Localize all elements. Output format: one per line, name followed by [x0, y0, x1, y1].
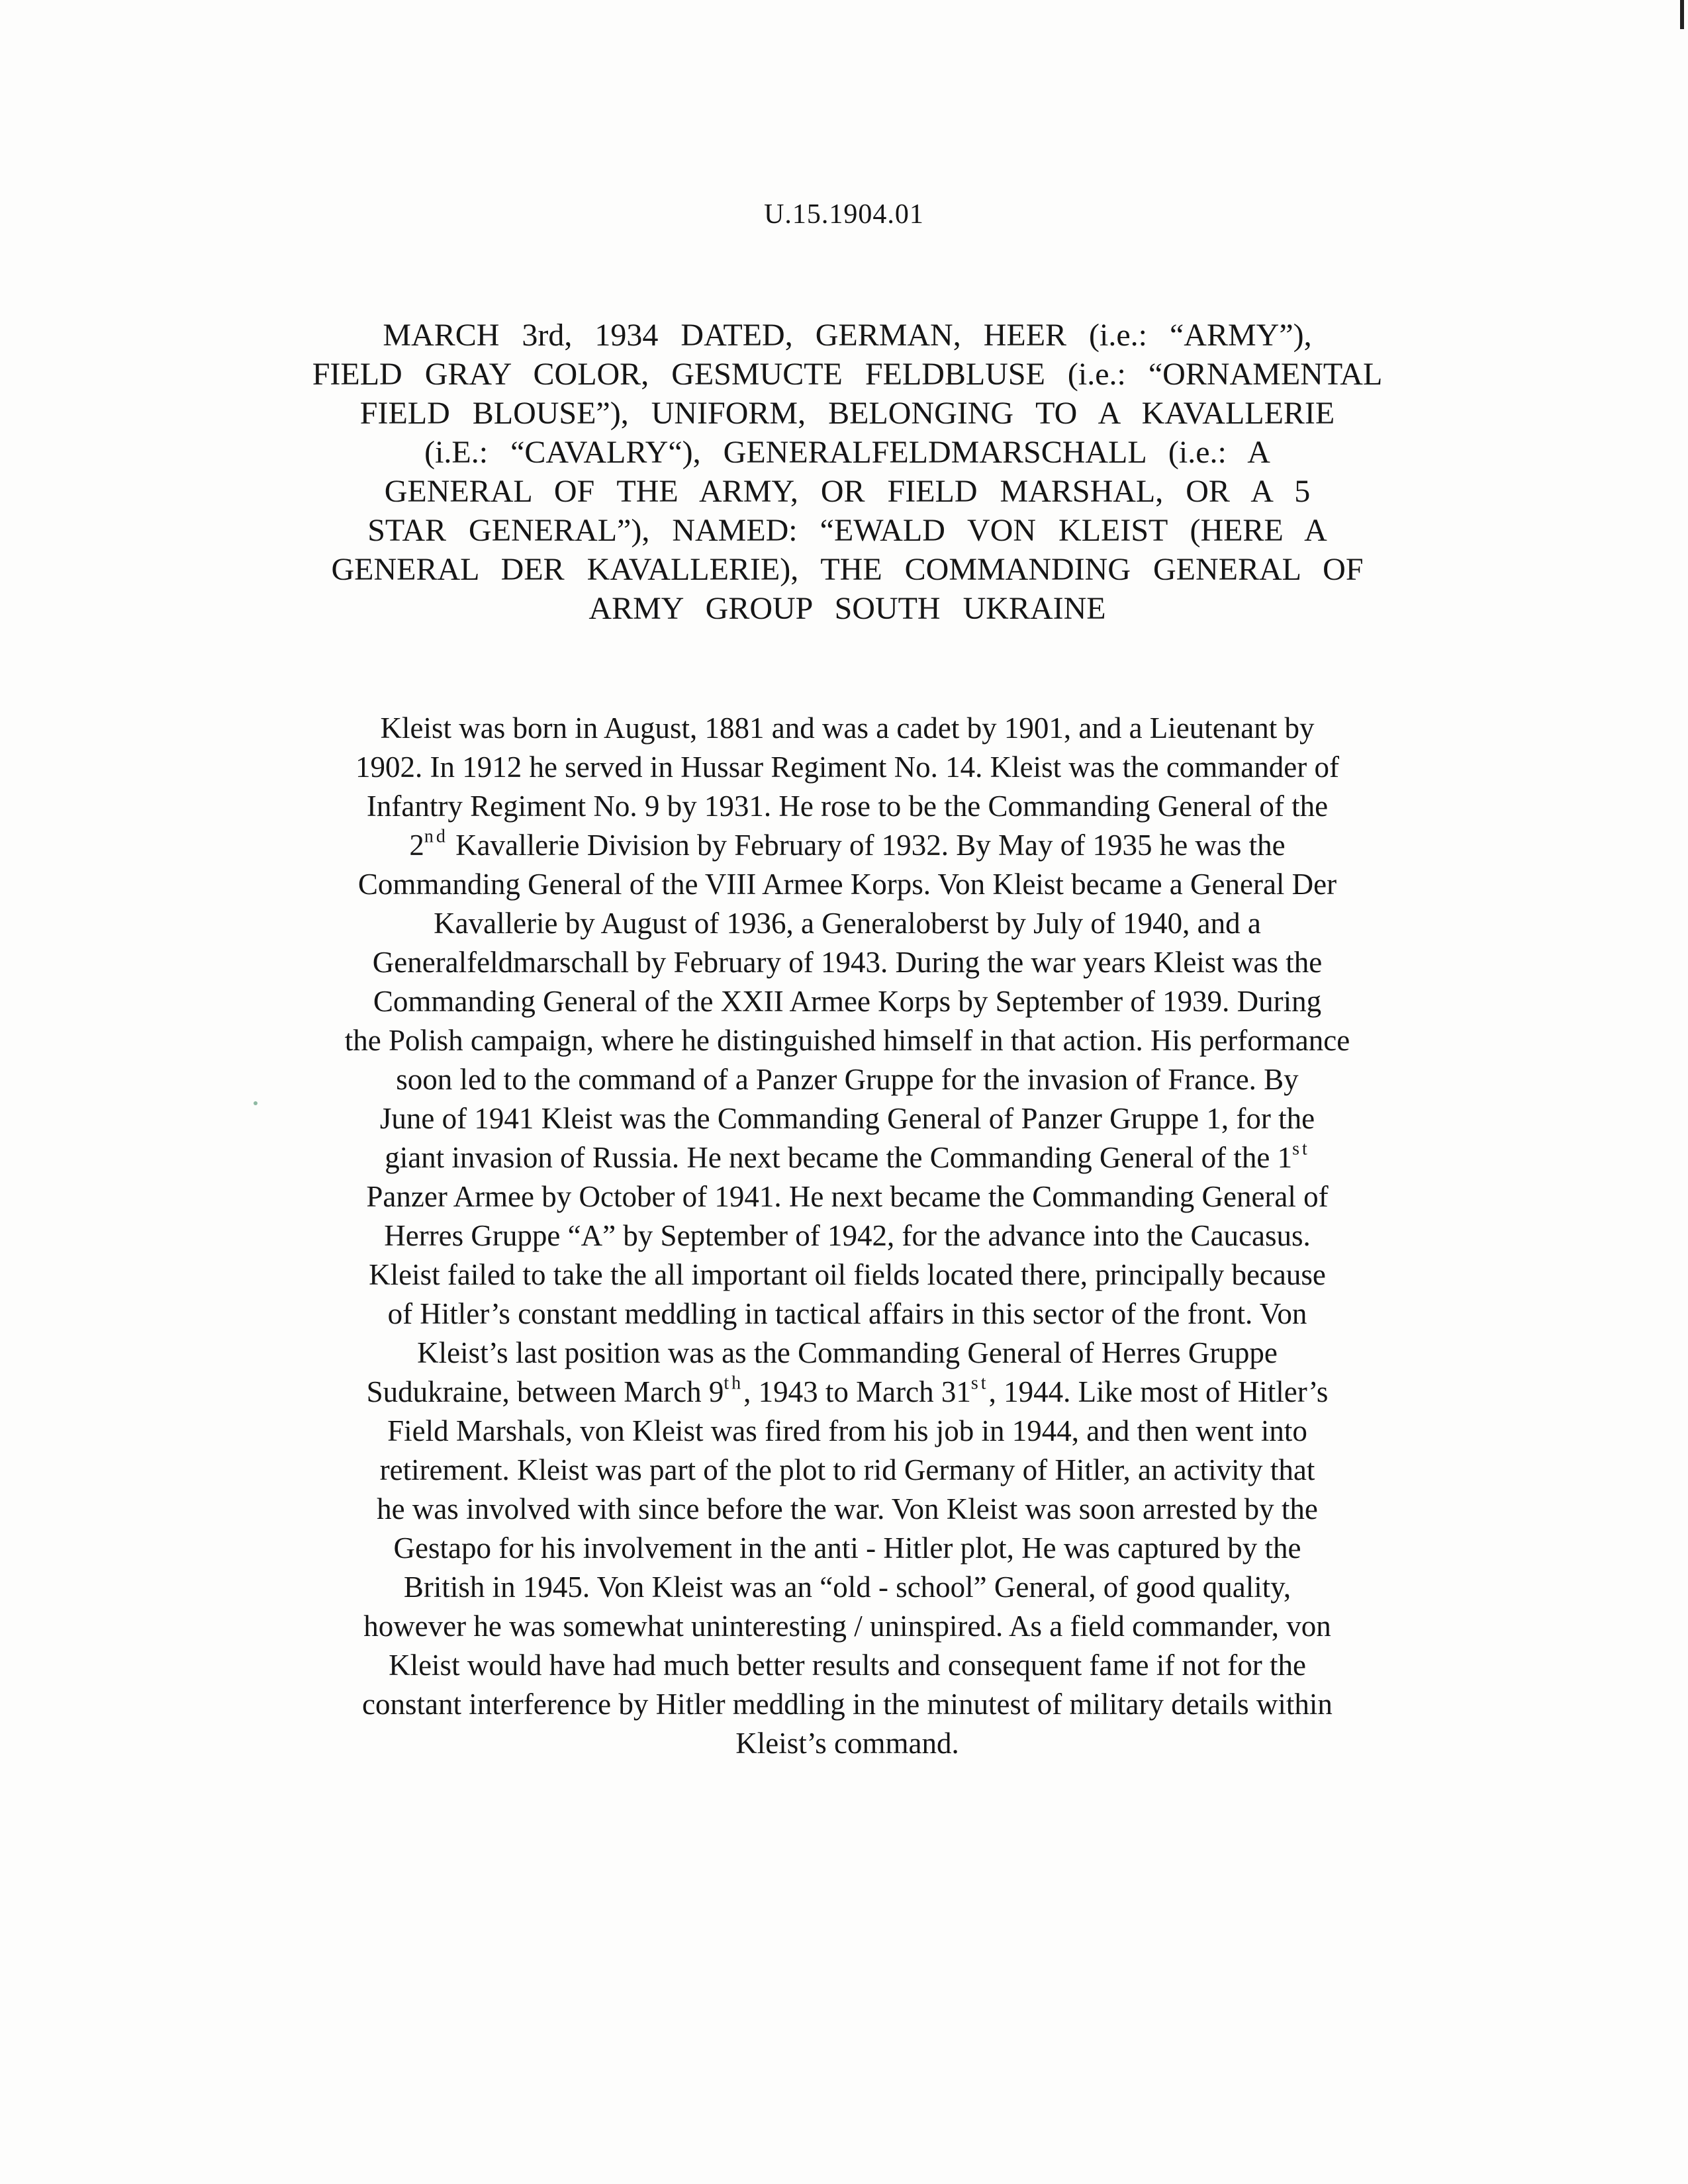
- scan-edge-mark: [1680, 0, 1684, 29]
- title-line: ARMY GROUP SOUTH UKRAINE: [588, 591, 1106, 626]
- body-line: soon led to the command of a Panzer Gruppe for the invasion of France. By: [396, 1063, 1299, 1096]
- document-title: [255, 316, 1440, 628]
- body-line: [238, 826, 1456, 865]
- body-line: he was involved with since before the war. Von Kleist was soon arrested by the: [377, 1492, 1318, 1525]
- body-line: Commanding General of the XXII Armee Korps by September of 1939. During: [373, 985, 1322, 1018]
- body-line: Kleist’s last position was as the Commanding General of Herres Gruppe: [417, 1336, 1278, 1369]
- body-line: Infantry Regiment No. 9 by 1931. He rose to be the Commanding General of the: [366, 790, 1329, 823]
- title-line: STAR GENERAL”), NAMED: “EWALD VON KLEIST (HERE A: [367, 513, 1327, 548]
- body-text: , 1944. Like most of Hitler’s: [988, 1375, 1329, 1408]
- body-line: British in 1945. Von Kleist was an “old - school” General, of good quality,: [403, 1570, 1291, 1604]
- body-line: Commanding General of the VIII Armee Korps. Von Kleist became a General Der: [357, 868, 1337, 901]
- body-line: Kleist would have had much better results and consequent fame if not for the: [389, 1649, 1306, 1682]
- title-line: (i.E.: “CAVALRY“), GENERALFELDMARSCHALL (i.e.: A: [424, 435, 1270, 470]
- body-line: Gestapo for his involvement in the anti - Hitler plot, He was captured by the: [393, 1531, 1301, 1565]
- body-line: of Hitler’s constant meddling in tactical affairs in this sector of the front. Von: [387, 1297, 1307, 1330]
- body-line: Kavallerie by August of 1936, a Generaloberst by July of 1940, and a: [434, 907, 1261, 940]
- biography-paragraph: [238, 709, 1456, 1763]
- body-line: 1902. In 1912 he served in Hussar Regiment No. 14. Kleist was the commander of: [355, 751, 1339, 784]
- body-line: Herres Gruppe “A” by September of 1942, for the advance into the Caucasus.: [384, 1219, 1311, 1252]
- body-text: giant invasion of Russia. He next became the Commanding General of the 1: [385, 1141, 1293, 1174]
- body-line: retirement. Kleist was part of the plot to rid Germany of Hitler, an activity that: [379, 1453, 1315, 1486]
- body-line: Kleist was born in August, 1881 and was a cadet by 1901, and a Lieutenant by: [380, 711, 1315, 745]
- body-text: Sudukraine, between March 9: [366, 1375, 724, 1408]
- title-line: FIELD GRAY COLOR, GESMUCTE FELDBLUSE (i.e.: “ORNAMENTAL: [312, 357, 1383, 392]
- body-line: Panzer Armee by October of 1941. He next became the Commanding General of: [366, 1180, 1329, 1213]
- title-line: GENERAL OF THE ARMY, OR FIELD MARSHAL, OR A 5: [384, 474, 1311, 509]
- title-line: FIELD BLOUSE”), UNIFORM, BELONGING TO A KAVALLERIE: [359, 396, 1335, 431]
- body-line: however he was somewhat uninteresting / uninspired. As a field commander, von: [363, 1610, 1331, 1643]
- ordinal-suffix: nd: [424, 826, 448, 847]
- body-line: Kleist’s command.: [735, 1727, 959, 1760]
- ordinal-suffix: st: [970, 1373, 989, 1394]
- body-line: June of 1941 Kleist was the Commanding General of Panzer Gruppe 1, for the: [379, 1102, 1315, 1135]
- ordinal-suffix: st: [1292, 1138, 1310, 1160]
- body-line: constant interference by Hitler meddling in the minutest of military details within: [362, 1688, 1333, 1721]
- scan-speck: [254, 1101, 258, 1105]
- reference-number: U.15.1904.01: [764, 199, 924, 230]
- body-line: Generalfeldmarschall by February of 1943. During the war years Kleist was the: [372, 946, 1323, 979]
- body-line: the Polish campaign, where he distinguished himself in that action. His performance: [344, 1024, 1350, 1057]
- title-line: GENERAL DER KAVALLERIE), THE COMMANDING GENERAL OF: [331, 552, 1364, 587]
- ordinal-suffix: th: [724, 1373, 744, 1394]
- body-line: Kleist failed to take the all important oil fields located there, principally because: [369, 1258, 1326, 1291]
- body-text: 2: [409, 829, 424, 862]
- body-line: [238, 1138, 1456, 1177]
- title-line: MARCH 3rd, 1934 DATED, GERMAN, HEER (i.e.: “ARMY”),: [383, 318, 1312, 353]
- body-text: Kavallerie Division by February of 1932. By May of 1935 he was the: [447, 829, 1286, 862]
- body-line: Field Marshals, von Kleist was fired from his job in 1944, and then went into: [387, 1414, 1307, 1447]
- body-line: [238, 1373, 1456, 1412]
- body-text: , 1943 to March 31: [743, 1375, 971, 1408]
